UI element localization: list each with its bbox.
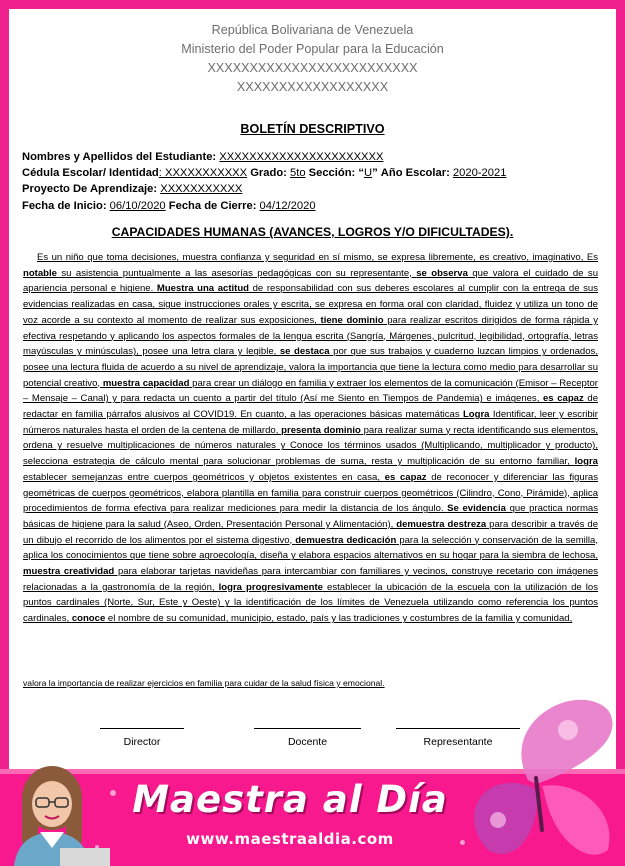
text-segment: que valora el cuidado de su apariencia personal e higiene. xyxy=(23,267,599,295)
text-segment: su asistencia puntualmente a las asesorías pedagógicas con su representante, xyxy=(56,267,417,279)
end-label: Fecha de Cierre: xyxy=(168,199,257,212)
text-segment: que practica normas básicas de higiene para la salud (Aseo, Orden, Presentación Personal y Alimentación), xyxy=(23,503,598,530)
highlight: demuestra dedicación xyxy=(295,534,397,546)
start-value: 06/10/2020 xyxy=(109,199,166,212)
butterfly-decoration xyxy=(458,680,625,866)
text-segment: para describir a través de un dibujo el recorrido de los alimentos por el sistema digestivo, xyxy=(23,518,599,546)
highlight: Se evidencia xyxy=(447,503,506,515)
text-segment: de reconocer y diferenciar las figuras geométricas de cuerpos geométricos, elabora plantilla en familia para construir cuerpos geométricos (Cilindro, Cono, Pirámide), aplica procedimientos de forma efectiva para realizar mediciones para medir la distancia de los ángulo. xyxy=(23,471,598,515)
header-school: XXXXXXXXXXXXXXXXXXXXXXXXX xyxy=(207,61,418,75)
id-label: Cédula Escolar/ Identidad xyxy=(22,167,159,180)
text-segment: para la selección y conservación de la semilla, aplica los conocimientos que tiene sobre agroecología, diseña y elabora espacios alternativos en su hogar para la siembra de lechosa, xyxy=(23,534,598,562)
name-value: XXXXXXXXXXXXXXXXXXXXXX xyxy=(219,151,384,163)
highlight: muestra capacidad xyxy=(102,377,190,389)
highlight: Logra xyxy=(462,409,490,421)
signature-director xyxy=(100,728,184,748)
signature-label-director: Director xyxy=(123,736,161,748)
project-row xyxy=(22,181,612,197)
text-segment: establecer la ubicación de la escuela con la utilización de los puntos cardinales (Norte, Sur, Este y Oeste) y la identificación de los límites de Venezuela utilizando como referencia los puntos cardinales, xyxy=(23,581,598,625)
project-value: XXXXXXXXXXX xyxy=(160,183,243,196)
signature-label-teacher: Docente xyxy=(287,736,328,748)
year-value: 2020-2021 xyxy=(452,167,507,180)
highlight: es capaz xyxy=(542,393,584,405)
section-label: Sección: “ xyxy=(308,167,364,180)
header-school-code: XXXXXXXXXXXXXXXXXX xyxy=(236,80,389,94)
student-name-row xyxy=(22,149,612,165)
highlight: conoce xyxy=(71,613,106,625)
grade-value: 5to xyxy=(289,167,306,180)
brand-url: www.maestraaldia.com xyxy=(186,830,394,848)
text-segment: el nombre de su comunidad, municipio, estado, país y las tradiciones y costumbres de la familia y comunidad, xyxy=(105,613,573,625)
highlight: se destaca xyxy=(279,346,330,358)
student-id-row xyxy=(22,165,612,181)
brand-name: Maestra al Día xyxy=(132,778,448,821)
text-segment: para realizar suma y recta identificando sus elementos, ordena y resuelve multiplicaciones de números naturales y Conoce los términos usados (Multiplicando, multiplicador y producto), selecciona estrategia de cálculo mental para solucionar problemas de suma, resta y multiplicación de su entorno familiar, xyxy=(23,424,598,468)
closing-line: valora la importancia de realizar ejercicios en familia para cuidar de la salud física y emocional. xyxy=(23,678,385,688)
section-title: CAPACIDADES HUMANAS (AVANCES, LOGROS Y/O DIFICULTADES). xyxy=(111,225,514,239)
descriptive-paragraph xyxy=(23,250,598,627)
grade-label: Grado: xyxy=(250,167,287,180)
highlight: logra xyxy=(574,456,598,468)
signature-teacher xyxy=(254,728,361,748)
signature-label-representative: Representante xyxy=(423,736,493,748)
student-info xyxy=(22,149,612,214)
highlight: Muestra una actitud xyxy=(156,283,249,295)
institution-header xyxy=(0,21,625,97)
name-label: Nombres y Apellidos del Estudiante: xyxy=(22,151,217,163)
text-segment: para crear un diálogo en familia y extraer los elementos de la comunicación (Emisor – Receptor – Mensaje – Canal) y para redacta un cuento a partir del título (Así me Siento en Tiempos de Pandemia) e imágenes, xyxy=(23,377,598,405)
year-label: Año Escolar: xyxy=(380,167,450,180)
text-segment: establecer semejanzas entre cuerpos geométricos y objetos existentes en casa, xyxy=(23,471,385,483)
section-value: U xyxy=(364,167,373,180)
text-segment: Es un niño que toma decisiones, muestra confianza y seguridad en sí mismo, se expresa libremente, es creativo, imaginativo, Es xyxy=(37,252,598,263)
document-title: BOLETÍN DESCRIPTIVO xyxy=(240,122,385,136)
highlight: notable xyxy=(23,267,57,279)
text-segment: Identificar, leer y escribir números naturales hasta el orden de la centena de millardo, xyxy=(23,409,598,436)
signature-line xyxy=(254,728,361,729)
id-value: : XXXXXXXXXXX xyxy=(158,167,248,180)
project-label: Proyecto De Aprendizaje: xyxy=(22,183,158,196)
text-segment: de redactar en familia párrafos alusivos al COVID19. En cuanto, a las operaciones básicas matemáticas xyxy=(23,393,598,421)
highlight: muestra creatividad xyxy=(23,566,115,578)
start-label: Fecha de Inicio: xyxy=(22,199,107,212)
end-value: 04/12/2020 xyxy=(259,199,316,212)
highlight: es capaz xyxy=(384,471,427,483)
header-republic: República Bolivariana de Venezuela xyxy=(211,23,414,37)
highlight: presenta dominio xyxy=(281,424,361,436)
text-segment: para realizar escritos dirigidos de forma rápida y efectiva respetando y aplicando los aspectos formales de la lengua escrita (Sangría, Márgenes, pulcritud, legibilidad, ortografía, letras mayúsculas y minúsculas), posee una letra clara y legible, xyxy=(23,314,598,358)
section-close: ” xyxy=(372,167,378,180)
teacher-illustration xyxy=(0,752,110,866)
highlight: tiene dominio xyxy=(320,314,384,326)
text-segment: por que sus trabajos y cuaderno luzcan limpios y ordenados, posee una lectura fluida de acuerdo a su nivel de aprendizaje, valora la importancia que tiene la lectura como medio para desarrollar su potencial creativo, xyxy=(23,346,598,389)
highlight: demuestra destreza xyxy=(396,518,487,530)
text-segment: de responsabilidad con sus deberes escolares al cumplir con la entrega de sus evidencias realizadas en casa, sigue instrucciones orales y escrita, se expresa en forma oral con claridad, fluidez y utiliza un tono de voz acorde a su contexto al momento de realizar sus exposiciones, xyxy=(23,283,598,326)
header-ministry: Ministerio del Poder Popular para la Educación xyxy=(181,42,444,56)
signature-line xyxy=(100,728,184,729)
dates-row xyxy=(22,198,612,214)
text-segment: para elaborar tarjetas navideñas para intercambiar con familiares y vecinos, construye recetario con imágenes relacionadas a la gastronomía de la región, xyxy=(23,566,599,593)
highlight: logra progresivamente xyxy=(218,581,323,593)
highlight: se observa xyxy=(416,267,468,279)
